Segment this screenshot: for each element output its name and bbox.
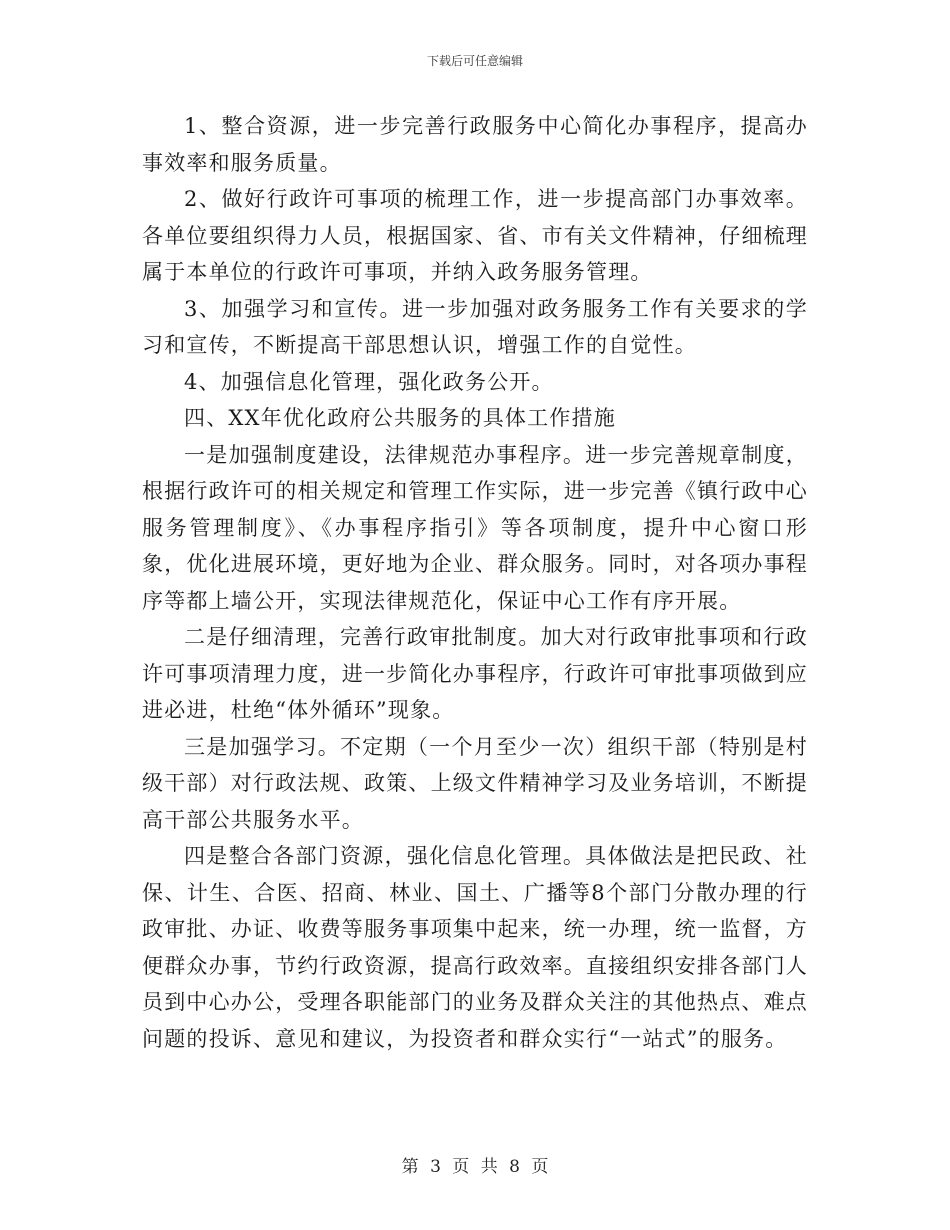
- paragraph-1: 1、整合资源，进一步完善行政服务中心简化办事程序，提高办事效率和服务质量。: [142, 114, 808, 175]
- paragraph-8: 三是加强学习。不定期（一个月至少一次）组织干部（特别是村级干部）对行政法规、政策、上级文件精神学习及业务培训，不断提高干部公共服务水平。: [142, 734, 808, 832]
- section-heading: 四、XX年优化政府公共服务的具体工作措施: [184, 406, 616, 430]
- paragraph-7: 二是仔细清理，完善行政审批制度。加大对行政审批事项和行政许可事项清理力度，进一步简化办事程序，行政许可审批事项做到应进必进，杜绝“体外循环”现象。: [142, 625, 808, 722]
- document-body: [142, 108, 808, 1057]
- paragraph-2: 2、做好行政许可事项的梳理工作，进一步提高部门办事效率。各单位要组织得力人员，根据国家、省、市有关文件精神，仔细梳理属于本单位的行政许可事项，并纳入政务服务管理。: [142, 187, 808, 284]
- paragraph-3: 3、加强学习和宣传。进一步加强对政务服务工作有关要求的学习和宣传，不断提高干部思想认识，增强工作的自觉性。: [142, 296, 808, 357]
- paragraph-6: 一是加强制度建设，法律规范办事程序。进一步完善规章制度，根据行政许可的相关规定和管理工作实际，进一步完善《镇行政中心服务管理制度》、《办事程序指引》等各项制度，提升中心窗口形象，优化进展环境，更好地为企业、群众服务。同时，对各项办事程序等都上墙公开，实现法律规范化，保证中心工作有序开展。: [142, 442, 808, 613]
- page-number: 第 3 页 共 8 页: [401, 1157, 549, 1177]
- paragraph-4: 4、加强信息化管理，强化政务公开。: [184, 369, 554, 394]
- page-header: 下载后可任意编辑: [426, 54, 523, 68]
- paragraph-9: 四是整合各部门资源，强化信息化管理。具体做法是把民政、社保、计生、合医、招商、林业、国土、广播等8个部门分散办理的行政审批、办证、收费等服务事项集中起来，统一办理，统一监督，方便群众办事，节约行政资源，提高行政效率。直接组织安排各部门人员到中心办公，受理各职能部门的业务及群众关注的其他热点、难点问题的投诉、意见和建议，为投资者和群众实行“一站式”的服务。: [142, 844, 808, 1051]
